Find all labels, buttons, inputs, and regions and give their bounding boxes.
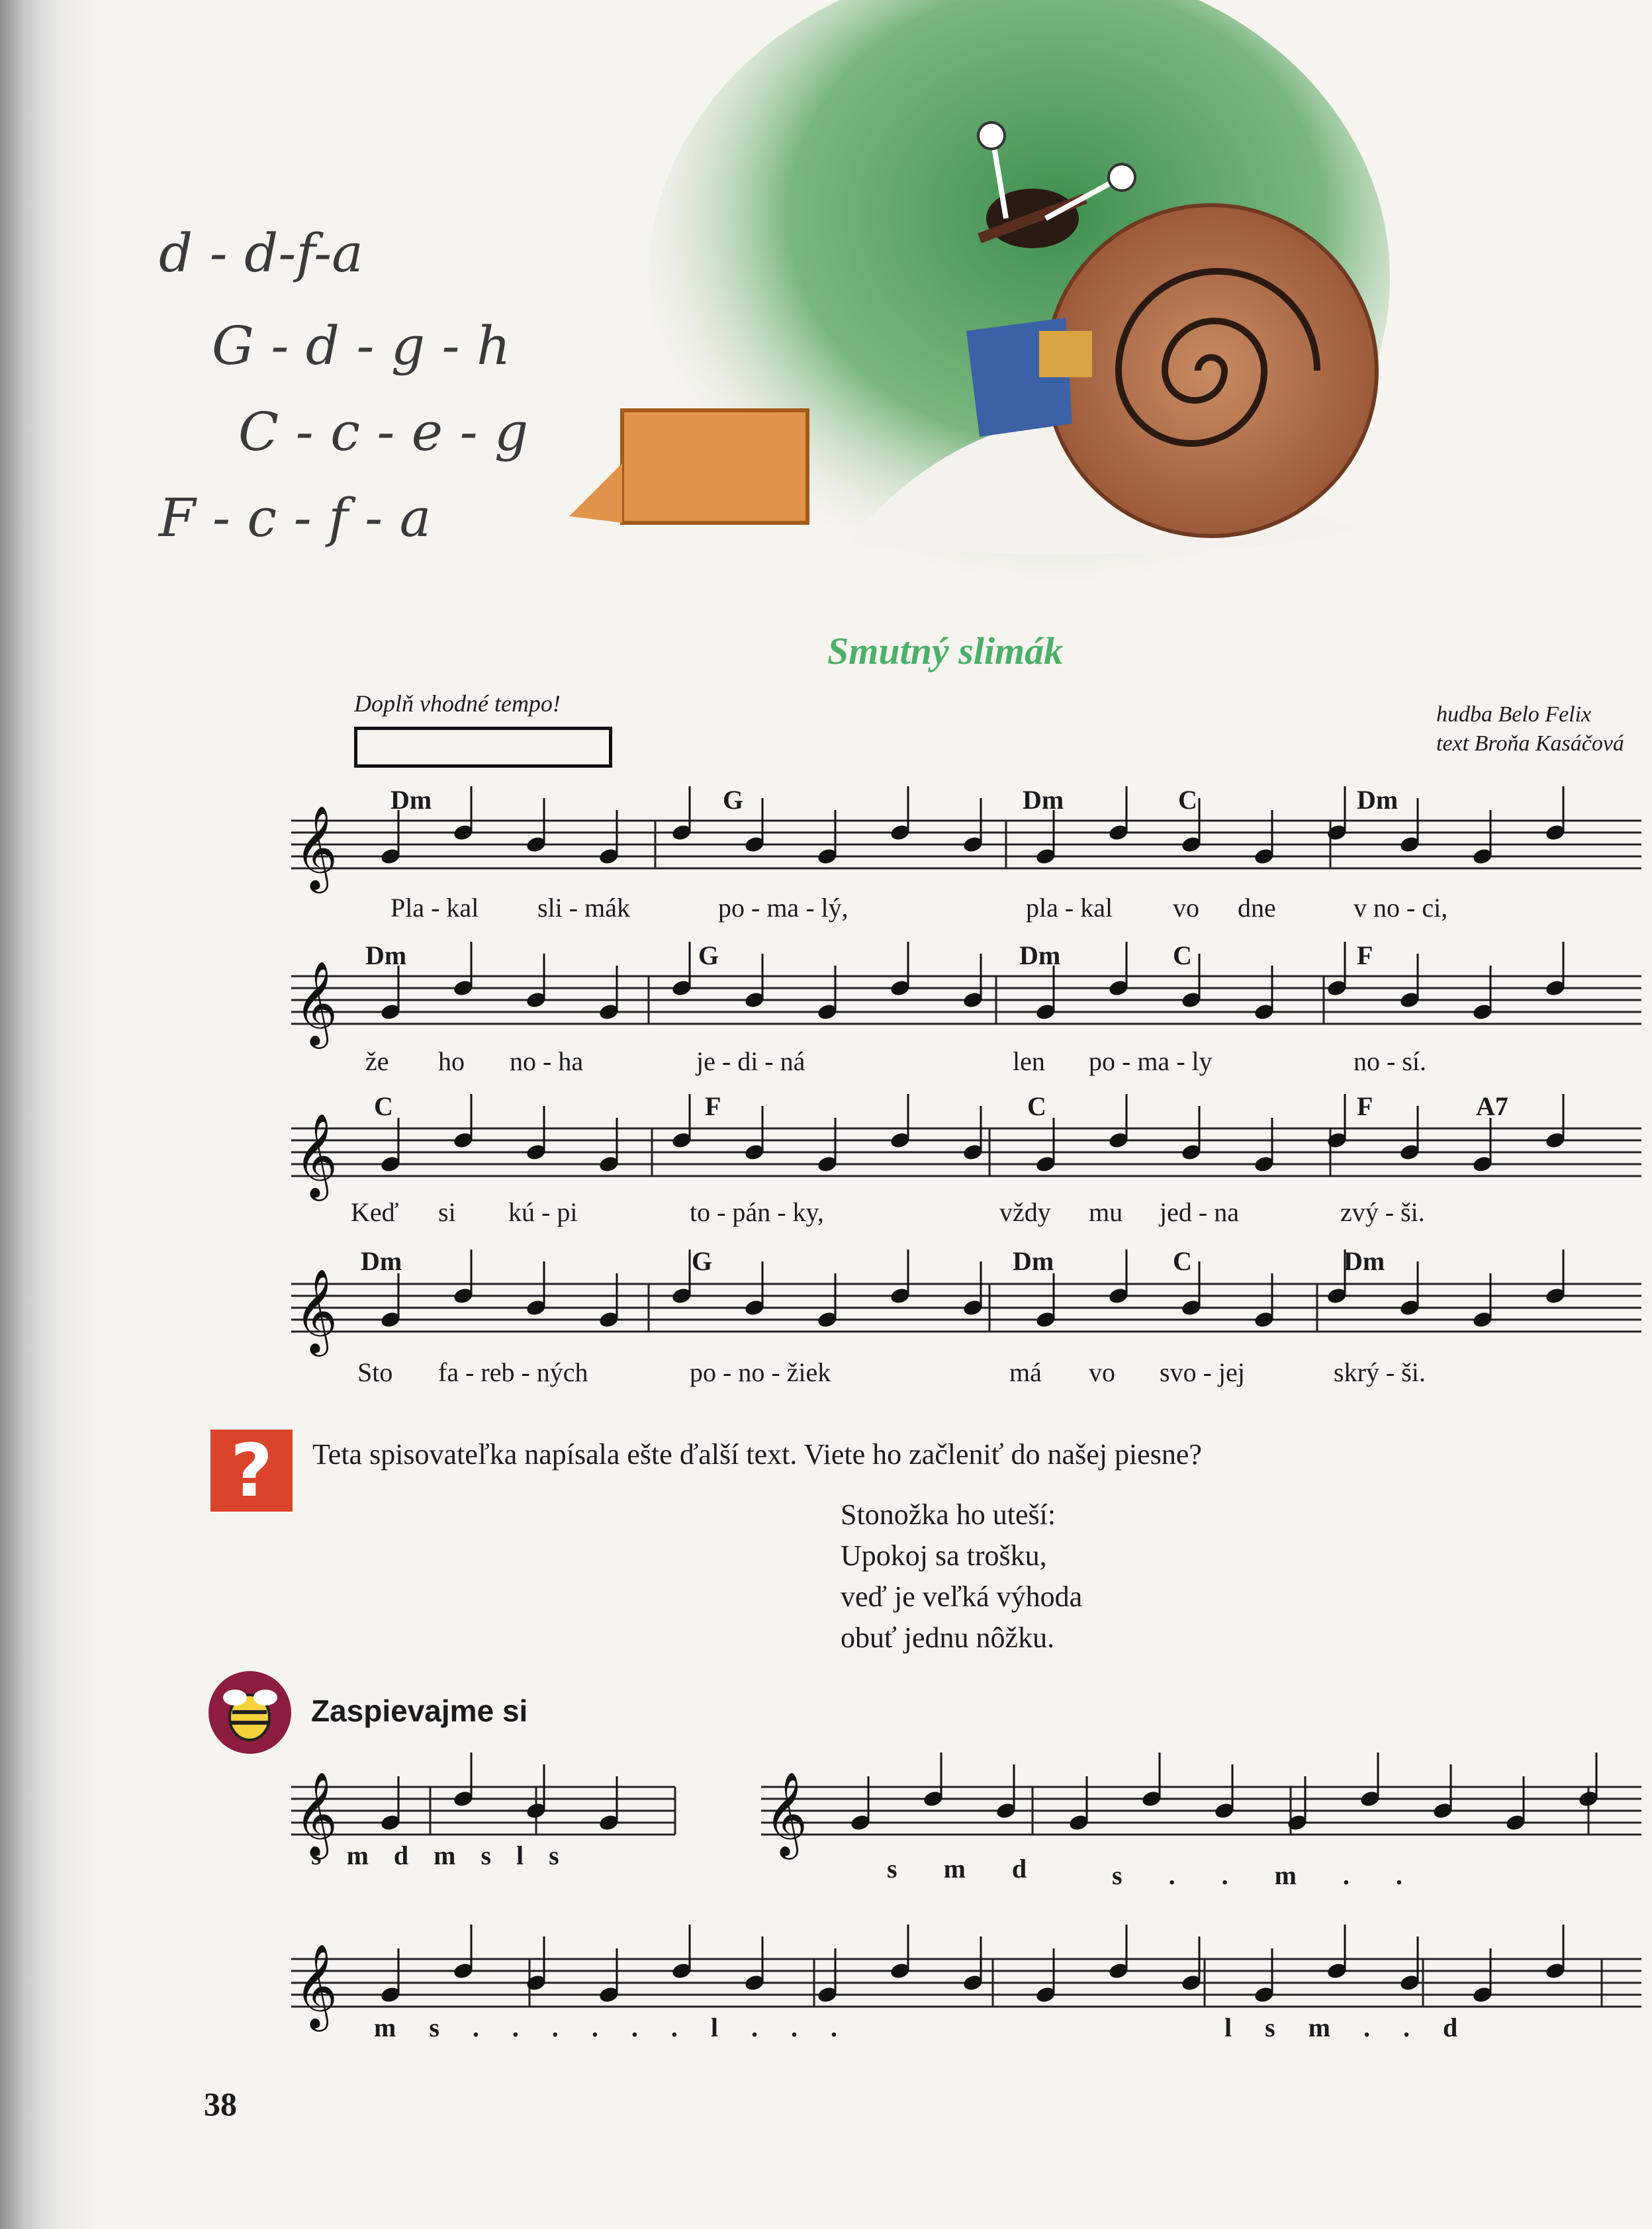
chord-symbol: C (1173, 1246, 1192, 1276)
lyric-syllables: dne (1238, 893, 1276, 923)
chord-symbol: C (1027, 1091, 1046, 1121)
chord-symbol: C (1178, 785, 1197, 815)
chord-symbol: Dm (1344, 1246, 1385, 1276)
chord-symbol: F (1357, 940, 1373, 970)
lyric-syllables: po - no - žiek (690, 1357, 831, 1387)
credit-lyrics: text Broňa Kasáčová (1436, 731, 1624, 756)
treble-clef-icon: 𝄞 (295, 1771, 338, 1856)
handwritten-line: C - c - e - g (238, 401, 529, 463)
lyric-syllables: vo (1173, 893, 1199, 923)
solfege-row: s . . m . . (1112, 1860, 1402, 1890)
treble-clef-icon: 𝄞 (764, 1771, 808, 1856)
lyric-syllables: fa - reb - ných (438, 1357, 588, 1387)
page-number: 38 (204, 2085, 237, 2122)
lyric-syllables: vo (1089, 1357, 1115, 1387)
treble-clef-icon: 𝄞 (295, 1113, 338, 1197)
sing-heading: Zaspievajme si (311, 1694, 528, 1728)
chord-symbol: G (698, 940, 719, 970)
question-mark-icon: ? (210, 1430, 293, 1512)
chord-symbol: F (1357, 1091, 1373, 1121)
chord-symbol: Dm (1013, 1246, 1054, 1276)
lyric-syllables: zvý - ši. (1340, 1197, 1425, 1227)
lyric-syllables: si (438, 1197, 456, 1227)
lyric-syllables: svo - jej (1160, 1357, 1245, 1387)
lyric-syllables: vždy (999, 1197, 1051, 1227)
lyric-syllables: po - ma - ly (1089, 1046, 1213, 1076)
handwritten-line: d - d-f-a (159, 222, 363, 284)
handwritten-line: G - d - g - h (212, 315, 511, 377)
chord-symbol: G (692, 1246, 713, 1276)
lyric-syllables: že (365, 1046, 389, 1076)
lyric-syllables: ho (438, 1046, 465, 1076)
handwritten-line: F - c - f - a (159, 487, 432, 549)
question-text: Teta spisovateľka napísala ešte ďalší text. Viete ho začleniť do našej piesne? (312, 1438, 1202, 1471)
lyric-syllables: kú - pi (508, 1197, 578, 1227)
stanza-line: Upokoj sa trošku, (841, 1539, 1047, 1572)
lyric-syllables: no - sí. (1354, 1046, 1426, 1076)
lyric-syllables: je - di - ná (696, 1046, 805, 1076)
treble-clef-icon: 𝄞 (295, 1268, 338, 1353)
lyric-syllables: sli - mák (537, 893, 630, 923)
extra-stanza (841, 1494, 1082, 1659)
chord-symbol: G (723, 785, 744, 815)
lyric-syllables: pla - kal (1026, 893, 1113, 923)
chord-symbol: Dm (1023, 785, 1064, 815)
lyric-syllables: skrý - ši. (1334, 1357, 1426, 1387)
lyric-syllables: Pla - kal (390, 893, 479, 923)
treble-clef-icon: 𝄞 (295, 1943, 338, 2028)
chord-symbol: Dm (1357, 785, 1399, 815)
chord-symbol: Dm (390, 785, 432, 815)
song-title: Smutný slimák (827, 629, 1064, 672)
solfege-row: m s . . . . . . l . . . (374, 2013, 837, 2042)
stanza-line: obuť jednu nôžku. (841, 1621, 1055, 1654)
stanza-line: Stonožka ho uteší: (841, 1498, 1056, 1531)
chord-symbol: A7 (1476, 1091, 1508, 1121)
solfege-row: s m d (887, 1854, 1027, 1884)
treble-clef-icon: 𝄞 (295, 805, 338, 889)
credit-music: hudba Belo Felix (1436, 702, 1592, 727)
chord-symbol: F (705, 1091, 721, 1121)
lyric-syllables: Keď (351, 1197, 399, 1227)
lyric-syllables: má (1009, 1357, 1042, 1387)
lyric-syllables: v no - ci, (1354, 893, 1448, 923)
stanza-line: veď je veľká výhoda (841, 1580, 1083, 1613)
lyric-syllables: mu (1089, 1197, 1123, 1227)
chord-symbol: Dm (365, 940, 407, 970)
lyric-syllables: no - ha (510, 1046, 584, 1076)
solfege-row: l s m . . d (1224, 2013, 1458, 2042)
bee-icon (208, 1671, 291, 1754)
chord-symbol: Dm (1019, 940, 1061, 970)
lyric-syllables: len (1013, 1046, 1045, 1076)
treble-clef-icon: 𝄞 (295, 960, 338, 1045)
chord-symbol: C (374, 1091, 393, 1121)
lyric-syllables: po - ma - lý, (718, 893, 849, 923)
chord-symbol: C (1173, 940, 1192, 970)
chord-symbol: Dm (361, 1246, 402, 1276)
tempo-prompt: Doplň vhodné tempo! (354, 690, 561, 717)
lyric-syllables: jed - na (1160, 1197, 1239, 1227)
lyric-syllables: to - pán - ky, (690, 1197, 824, 1227)
lyric-syllables: Sto (357, 1357, 393, 1387)
solfege-row: s m d m s l s (311, 1841, 559, 1870)
